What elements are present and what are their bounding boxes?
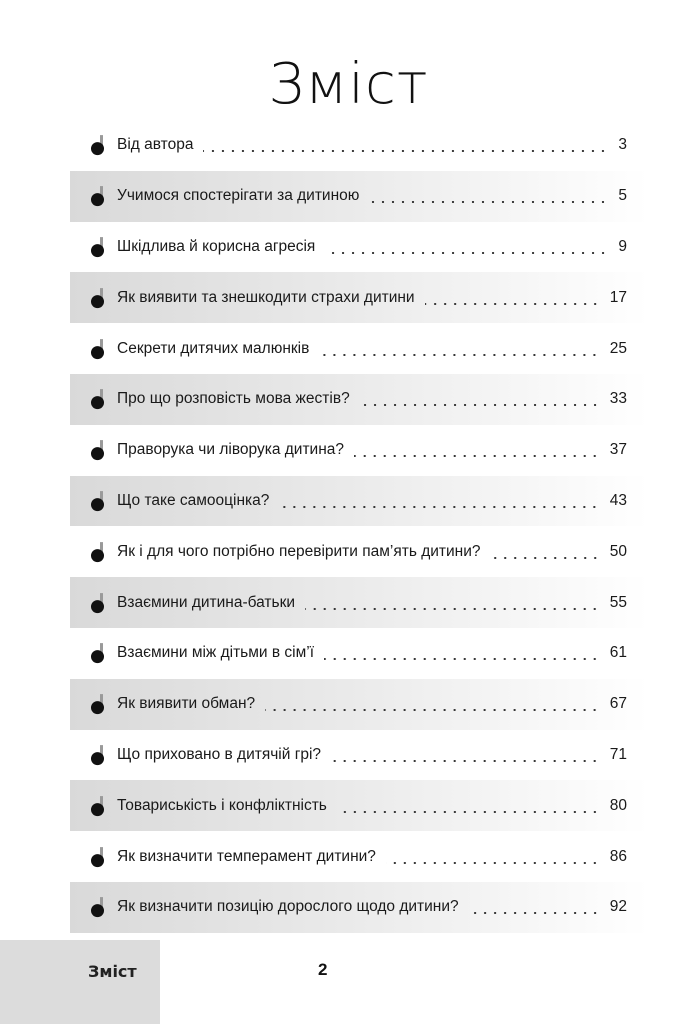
toc-entry[interactable] xyxy=(70,476,649,527)
dot-leader xyxy=(319,354,599,356)
dot-leader xyxy=(386,862,600,864)
toc-entry-page: 61 xyxy=(609,644,627,662)
toc-entry-title: Праворука чи ліворука дитина? xyxy=(117,441,350,459)
toc-entry[interactable] xyxy=(70,882,649,933)
dot-leader xyxy=(491,557,600,559)
toc-entry-title: Що таке самооцінка? xyxy=(117,491,270,509)
toc-entry-page: 17 xyxy=(609,288,627,306)
toc-entry-title: Шкідлива й корисна агресія xyxy=(117,238,321,256)
bullet-icon xyxy=(90,542,110,564)
toc-entry[interactable] xyxy=(70,323,649,374)
toc-entry-page: 25 xyxy=(609,339,627,357)
dot-leader xyxy=(265,709,600,711)
toc-entry-page: 67 xyxy=(609,695,627,713)
bullet-icon xyxy=(90,491,110,513)
toc-entry-title: Учимося спостерігати за дитиною xyxy=(117,187,360,205)
toc-entry-page: 71 xyxy=(609,745,627,763)
toc-entry-page: 92 xyxy=(609,898,627,916)
bullet-icon xyxy=(90,694,110,716)
dot-leader xyxy=(324,658,600,660)
dot-leader xyxy=(469,912,600,914)
section-tab xyxy=(0,940,160,1024)
bullet-icon xyxy=(90,796,110,818)
toc-entry[interactable] xyxy=(70,628,649,679)
toc-entry-title: Взаємини дитина-батьки xyxy=(117,593,296,611)
toc-entry-title: Як визначити темперамент дитини? xyxy=(117,848,382,866)
dot-leader xyxy=(360,404,600,406)
toc-entry[interactable] xyxy=(70,730,649,781)
toc-entry-title: Що приховано в дитячій грі? xyxy=(117,746,327,764)
bullet-icon xyxy=(90,186,110,208)
toc-entry[interactable] xyxy=(70,679,649,730)
toc-entry-title: Як виявити та знешкодити страхи дитини xyxy=(117,288,415,306)
toc-entry[interactable] xyxy=(70,780,649,831)
toc-entry[interactable] xyxy=(70,171,649,222)
toc-entry-page: 86 xyxy=(609,847,627,865)
toc-entry-title: Взаємини між дітьми в сім’ї xyxy=(117,644,320,662)
bullet-icon xyxy=(90,288,110,310)
dot-leader xyxy=(354,455,600,457)
dot-leader xyxy=(325,252,608,254)
toc-entry-page: 80 xyxy=(609,796,627,814)
toc-entry-title: Як визначити позицію дорослого щодо дитини? xyxy=(117,898,459,916)
dot-leader xyxy=(279,506,599,508)
toc-entry-title: Як і для чого потрібно перевірити пам’ять дитини? xyxy=(117,543,487,561)
toc-entry[interactable] xyxy=(70,577,649,628)
bullet-icon xyxy=(90,643,110,665)
toc-entry[interactable] xyxy=(70,222,649,273)
bullet-icon xyxy=(90,593,110,615)
bullet-icon xyxy=(90,339,110,361)
toc-entry[interactable] xyxy=(70,120,649,171)
toc-entry[interactable] xyxy=(70,374,649,425)
toc-entry-title: Секрети дитячих малюнків xyxy=(117,340,315,358)
toc-entry-title: Від автора xyxy=(117,136,199,154)
toc-entry-page: 3 xyxy=(618,136,627,154)
page-number: 2 xyxy=(318,960,328,979)
bullet-icon xyxy=(90,440,110,462)
bullet-icon xyxy=(90,237,110,259)
toc-entry-page: 33 xyxy=(609,390,627,408)
toc-entry[interactable] xyxy=(70,526,649,577)
section-tab-label: Зміст xyxy=(88,962,137,981)
toc-entry[interactable] xyxy=(70,831,649,882)
dot-leader xyxy=(369,201,608,203)
toc-entry-page: 37 xyxy=(609,441,627,459)
bullet-icon xyxy=(90,745,110,767)
bullet-icon xyxy=(90,897,110,919)
bullet-icon xyxy=(90,389,110,411)
dot-leader xyxy=(337,811,600,813)
toc-entry-page: 50 xyxy=(609,542,627,560)
dot-leader xyxy=(203,150,608,152)
dot-leader xyxy=(305,608,600,610)
bullet-icon xyxy=(90,135,110,157)
toc-entry-page: 9 xyxy=(618,237,627,255)
toc-entry[interactable] xyxy=(70,425,649,476)
toc-entry-page: 5 xyxy=(618,187,627,205)
toc-entry-title: Про що розповість мова жестів? xyxy=(117,390,350,408)
page-title: Зміст xyxy=(268,52,429,117)
toc-entry-title: Як виявити обман? xyxy=(117,695,256,713)
toc-entry-page: 55 xyxy=(609,593,627,611)
bullet-icon xyxy=(90,847,110,869)
toc-entry-page: 43 xyxy=(609,491,627,509)
toc-entry-title: Товариськість і конфліктність xyxy=(117,796,327,814)
table-of-contents xyxy=(70,120,649,933)
toc-entry[interactable] xyxy=(70,272,649,323)
dot-leader xyxy=(331,760,600,762)
dot-leader xyxy=(425,303,600,305)
